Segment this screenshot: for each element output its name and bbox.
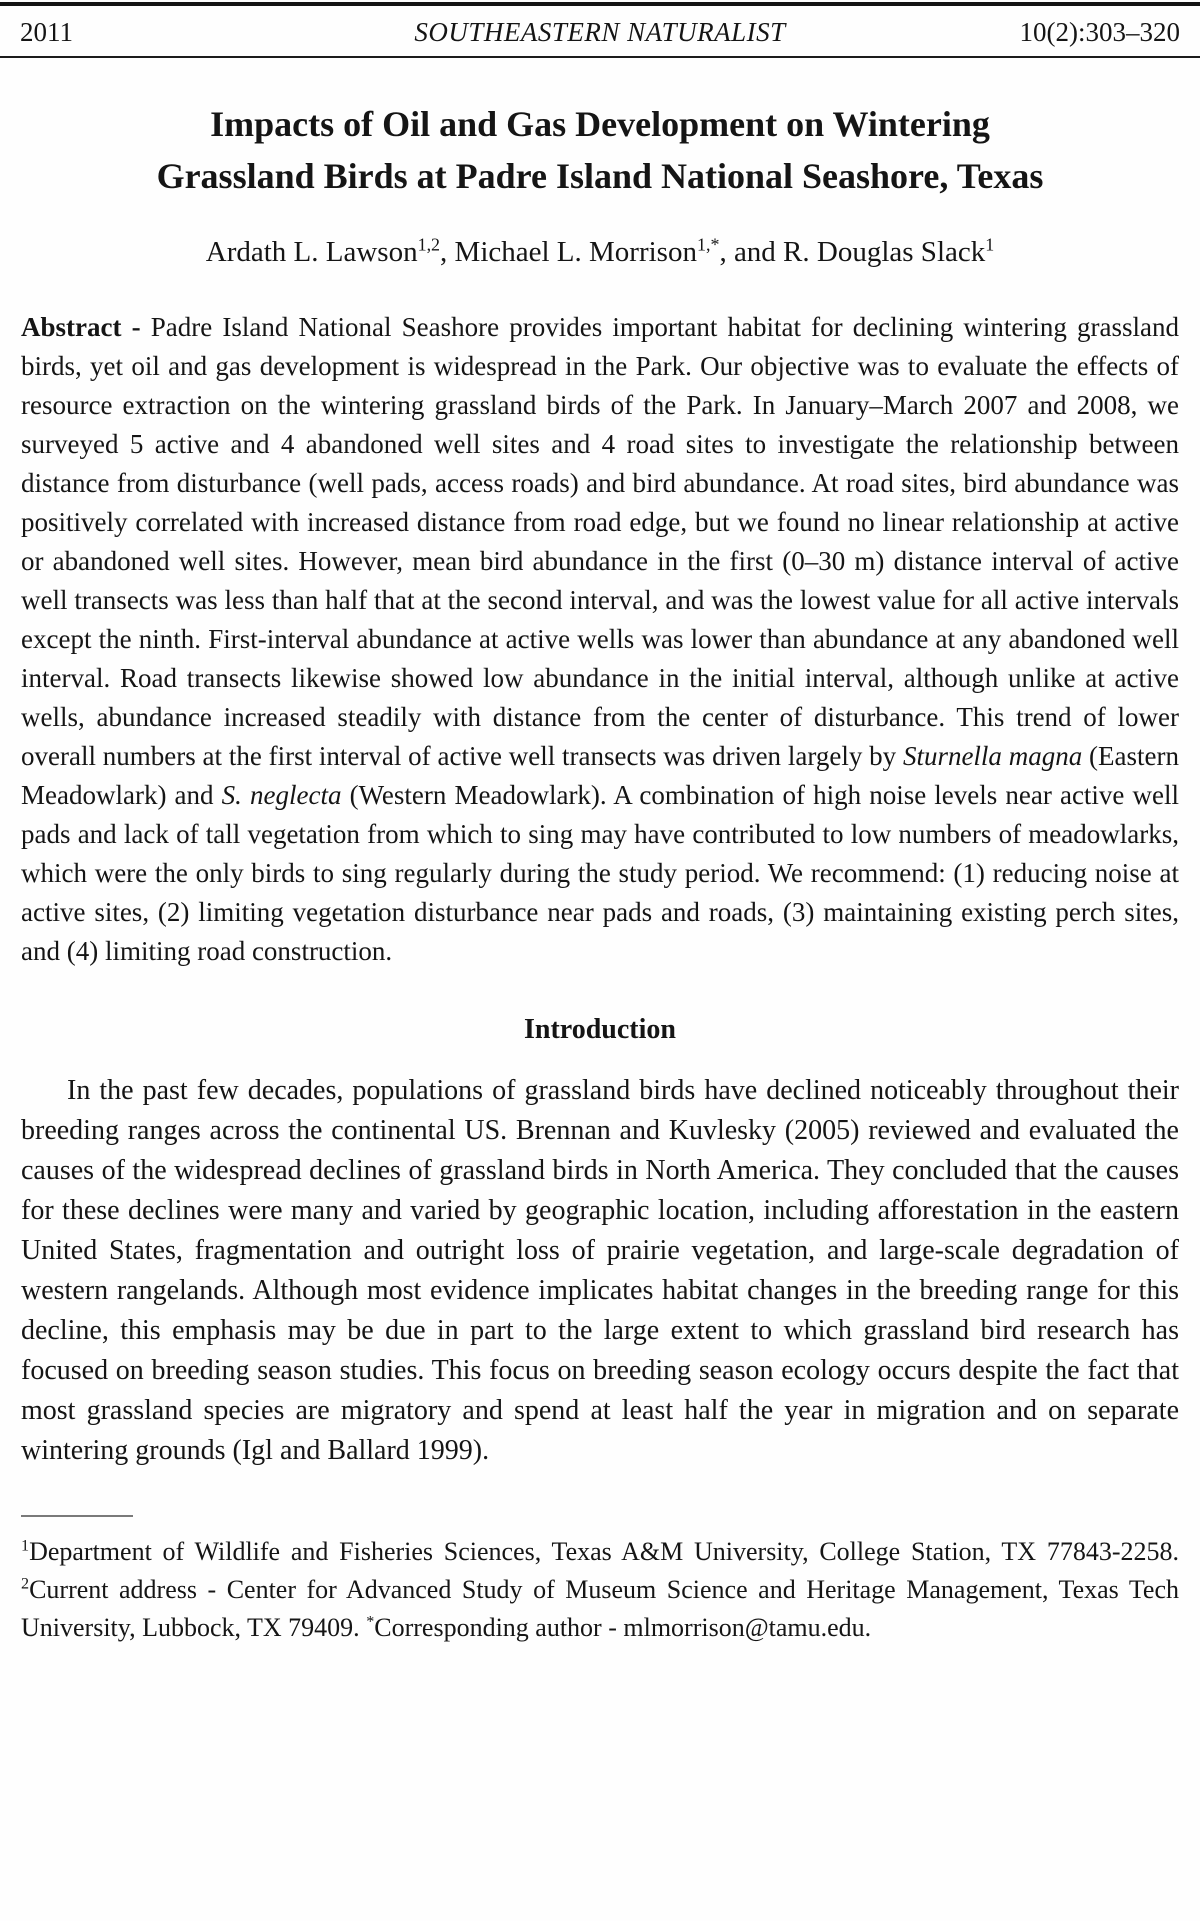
introduction-paragraph: In the past few decades, populations of grassland birds have declined noticeably throughout their breeding ranges across the continental US. Brennan and Kuvlesky (2005) reviewed and evaluated the causes of the widespread declines of grassland birds in North America. They concluded that the causes for these declines were many and varied by geographic location, including afforestation in the eastern United States, fragmentation and outright loss of prairie vegetation, and large-scale degradation of western rangelands. Although most evidence implicates habitat changes in the breeding range for this decline, this emphasis may be due in part to the large extent to which grassland bird research has focused on breeding season studies. This focus on breeding season ecology occurs despite the fact that most grassland species are migratory and spend at least half the year in migration and on separate wintering grounds (Igl and Ballard 1999). — [21, 1075, 1179, 1466]
footnote-paragraph — [21, 1533, 1179, 1647]
species-name-italic: S. neglecta — [221, 780, 342, 810]
paper-title — [30, 98, 1170, 202]
abstract-paragraph — [21, 308, 1179, 971]
footnote-marker: 1 — [21, 1537, 30, 1555]
author-affiliation-superscript: 1 — [985, 234, 995, 255]
species-name-italic: Sturnella magna — [902, 741, 1083, 771]
abstract-label: Abstract - — [21, 312, 151, 342]
header-year: 2011 — [20, 17, 73, 47]
author-name: , Michael L. Morrison — [440, 236, 697, 268]
header-rule — [0, 56, 1200, 58]
abstract-text-run: (Western Meadowlark). A combination of high noise levels near active well pads and lack of tall vegetation from which to sing may have contributed to low numbers of meadowlarks, which were the only birds to sing regularly during the study period. We recommend: (1) reducing noise at active sites, (2) limiting vegetation disturbance near pads and roads, (3) maintaining existing perch sites, and (4) limiting road construction. — [21, 780, 1180, 966]
author-name: Ardath L. Lawson — [205, 236, 418, 268]
abstract-text-run: Padre Island National Seashore provides important habitat for declining wintering grassland birds, yet oil and gas development is widespread in the Park. Our objective was to evaluate the effects of resource extraction on the wintering grassland birds of the Park. In January–March 2007 and 2008, we surveyed 5 active and 4 abandoned well sites and 4 road sites to investigate the relationship between distance from disturbance (well pads, access roads) and bird abundance. At road sites, bird abundance was positively correlated with increased distance from road edge, but we found no linear relationship at active or abandoned well sites. However, mean bird abundance in the first (0–30 m) distance interval of active well transects was less than half that at the second interval, and was the lowest value for all active intervals except the ninth. First-interval abundance at active wells was lower than abundance at any abandoned well interval. Road transects likewise showed low abundance in the initial interval, although unlike at active wells, abundance increased steadily with distance from the center of disturbance. This trend of lower overall numbers at the first interval of active well transects was driven largely by — [21, 312, 1179, 771]
footnote-text: Department of Wildlife and Fisheries Sciences, Texas A&M University, College Station, TX 77843-2258. — [29, 1537, 1179, 1566]
footnote-divider — [21, 1515, 133, 1517]
footnote-marker: * — [366, 1613, 375, 1631]
top-rule — [0, 2, 1200, 6]
header-citation: 10(2):303–320 — [1019, 17, 1180, 47]
paper-title-line-1: Impacts of Oil and Gas Development on Wintering — [210, 104, 990, 144]
footnote-text: Current address - Center for Advanced Study of Museum Science and Heritage Management, Texas Tech University, Lubbock, TX 79409. — [21, 1575, 1179, 1642]
section-heading-introduction: Introduction — [524, 1014, 676, 1045]
author-affiliation-superscript: 1,2 — [417, 234, 441, 255]
footnote-text: Corresponding author - mlmorrison@tamu.edu. — [374, 1613, 872, 1642]
paper-title-line-2: Grassland Birds at Padre Island National Seashore, Texas — [156, 156, 1044, 196]
page-header — [20, 12, 1180, 52]
author-affiliation-superscript: 1,* — [696, 234, 720, 255]
header-journal-title: SOUTHEASTERN NATURALIST — [414, 17, 786, 47]
author-name: , and R. Douglas Slack — [719, 236, 986, 268]
abstract-text-run: (Eastern Meadowlark) and — [21, 741, 1179, 810]
footnote-marker: 2 — [21, 1575, 30, 1593]
authors-line — [0, 232, 1200, 272]
